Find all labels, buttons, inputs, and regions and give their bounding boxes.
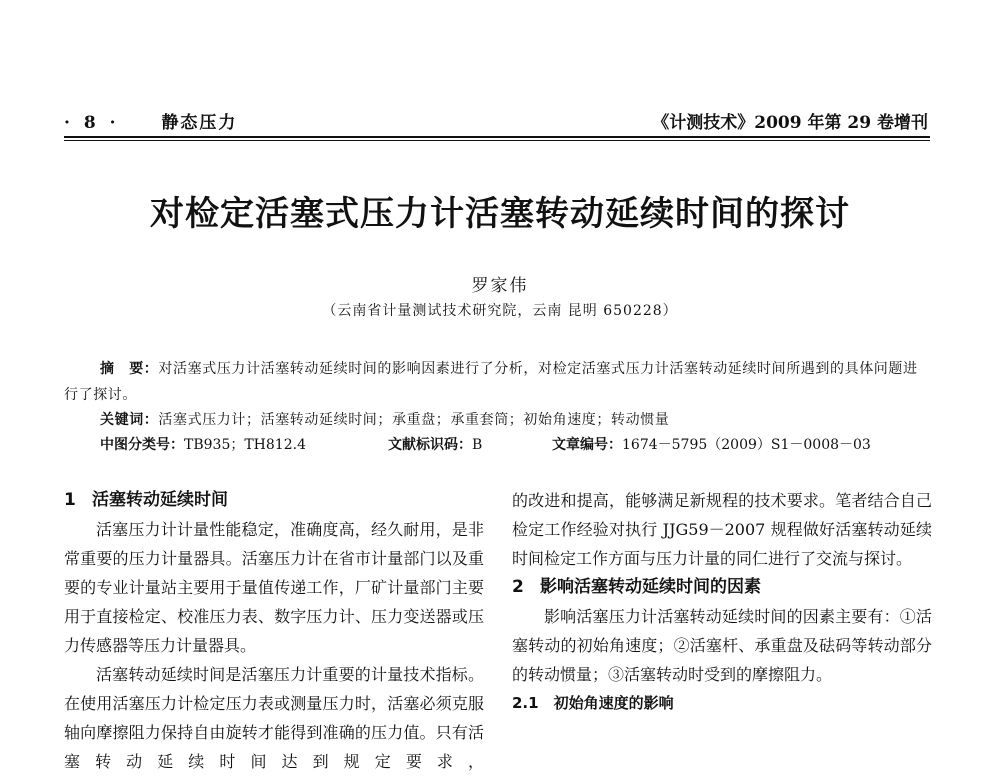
author: 罗家伟 <box>471 276 529 296</box>
keywords <box>100 409 669 429</box>
abstract <box>64 356 932 408</box>
running-header-left <box>64 108 237 133</box>
article-no-value: 1674－5795（2009）S1－0008－03 <box>622 437 871 453</box>
left-column <box>64 486 484 776</box>
subsection-2-1-heading: 2.1 初始角速度的影响 <box>512 694 674 712</box>
clc-label: 中图分类号： <box>100 437 184 453</box>
paper-title: 对检定活塞式压力计活塞转动延续时间的探讨 <box>150 194 850 234</box>
clc-number <box>100 434 306 454</box>
keywords-text: 活塞式压力计；活塞转动延续时间；承重盘；承重套筒；初始角速度；转动惯量 <box>158 412 670 428</box>
abstract-label: 摘 要： <box>100 361 159 377</box>
clc-value: TB935；TH812.4 <box>184 437 306 453</box>
article-no-label: 文章编号： <box>552 437 622 453</box>
paragraph: 活塞转动延续时间是活塞压力计重要的计量技术指标。在使用活塞压力计检定压力表或测量压力时，活塞必须克服轴向摩擦阻力保持自由旋转才能得到准确的压力值。只有活塞转动延续时间达到规定要求， <box>64 665 484 771</box>
header-rule-top <box>64 136 930 138</box>
keywords-label: 关键词： <box>100 412 159 428</box>
section-1-title: 活塞转动延续时间 <box>92 490 228 510</box>
section-1-heading <box>64 486 484 515</box>
right-column <box>512 486 932 718</box>
paragraph: 影响活塞压力计活塞转动延续时间的因素主要有：①活塞转动的初始角速度；②活塞杆、承重盘及砝码等转动部分的转动惯量；③活塞转动时受到的摩擦阻力。 <box>512 607 932 684</box>
header-rule-bottom <box>64 140 930 141</box>
page-number: · 8 · <box>64 113 120 133</box>
abstract-text: 对活塞式压力计活塞转动延续时间的影响因素进行了分析，对检定活塞式压力计活塞转动延续时间所遇到的具体问题进行了探讨。 <box>64 361 918 403</box>
section-1-number: 1 <box>64 490 76 510</box>
paragraph: 的改进和提高，能够满足新规程的技术要求。笔者结合自己检定工作经验对执行 JJG59－2007 规程做好活塞转动延续时间检定工作方面与压力计量的同仁进行了交流与探讨。 <box>512 491 932 568</box>
paragraph: 活塞压力计计量性能稳定，准确度高，经久耐用，是非常重要的压力计量器具。活塞压力计在省市计量部门以及重要的专业计量站主要用于量值传递工作，厂矿计量部门主要用于直接检定、校准压力表、数字压力计、压力变送器或压力传感器等压力计量器具。 <box>64 520 484 655</box>
journal-title: 《计测技术》2009 年第 29 卷增刊 <box>652 113 928 133</box>
article-number <box>552 434 871 454</box>
section-2-heading <box>512 573 932 602</box>
section-2-number: 2 <box>512 577 524 597</box>
document-code <box>388 434 482 454</box>
doc-code-value: B <box>472 437 483 453</box>
section-2-title: 影响活塞转动延续时间的因素 <box>540 577 761 597</box>
section-name: 静态压力 <box>161 113 238 133</box>
affiliation: （云南省计量测试技术研究院，云南 昆明 650228） <box>322 303 678 319</box>
doc-code-label: 文献标识码： <box>388 437 472 453</box>
